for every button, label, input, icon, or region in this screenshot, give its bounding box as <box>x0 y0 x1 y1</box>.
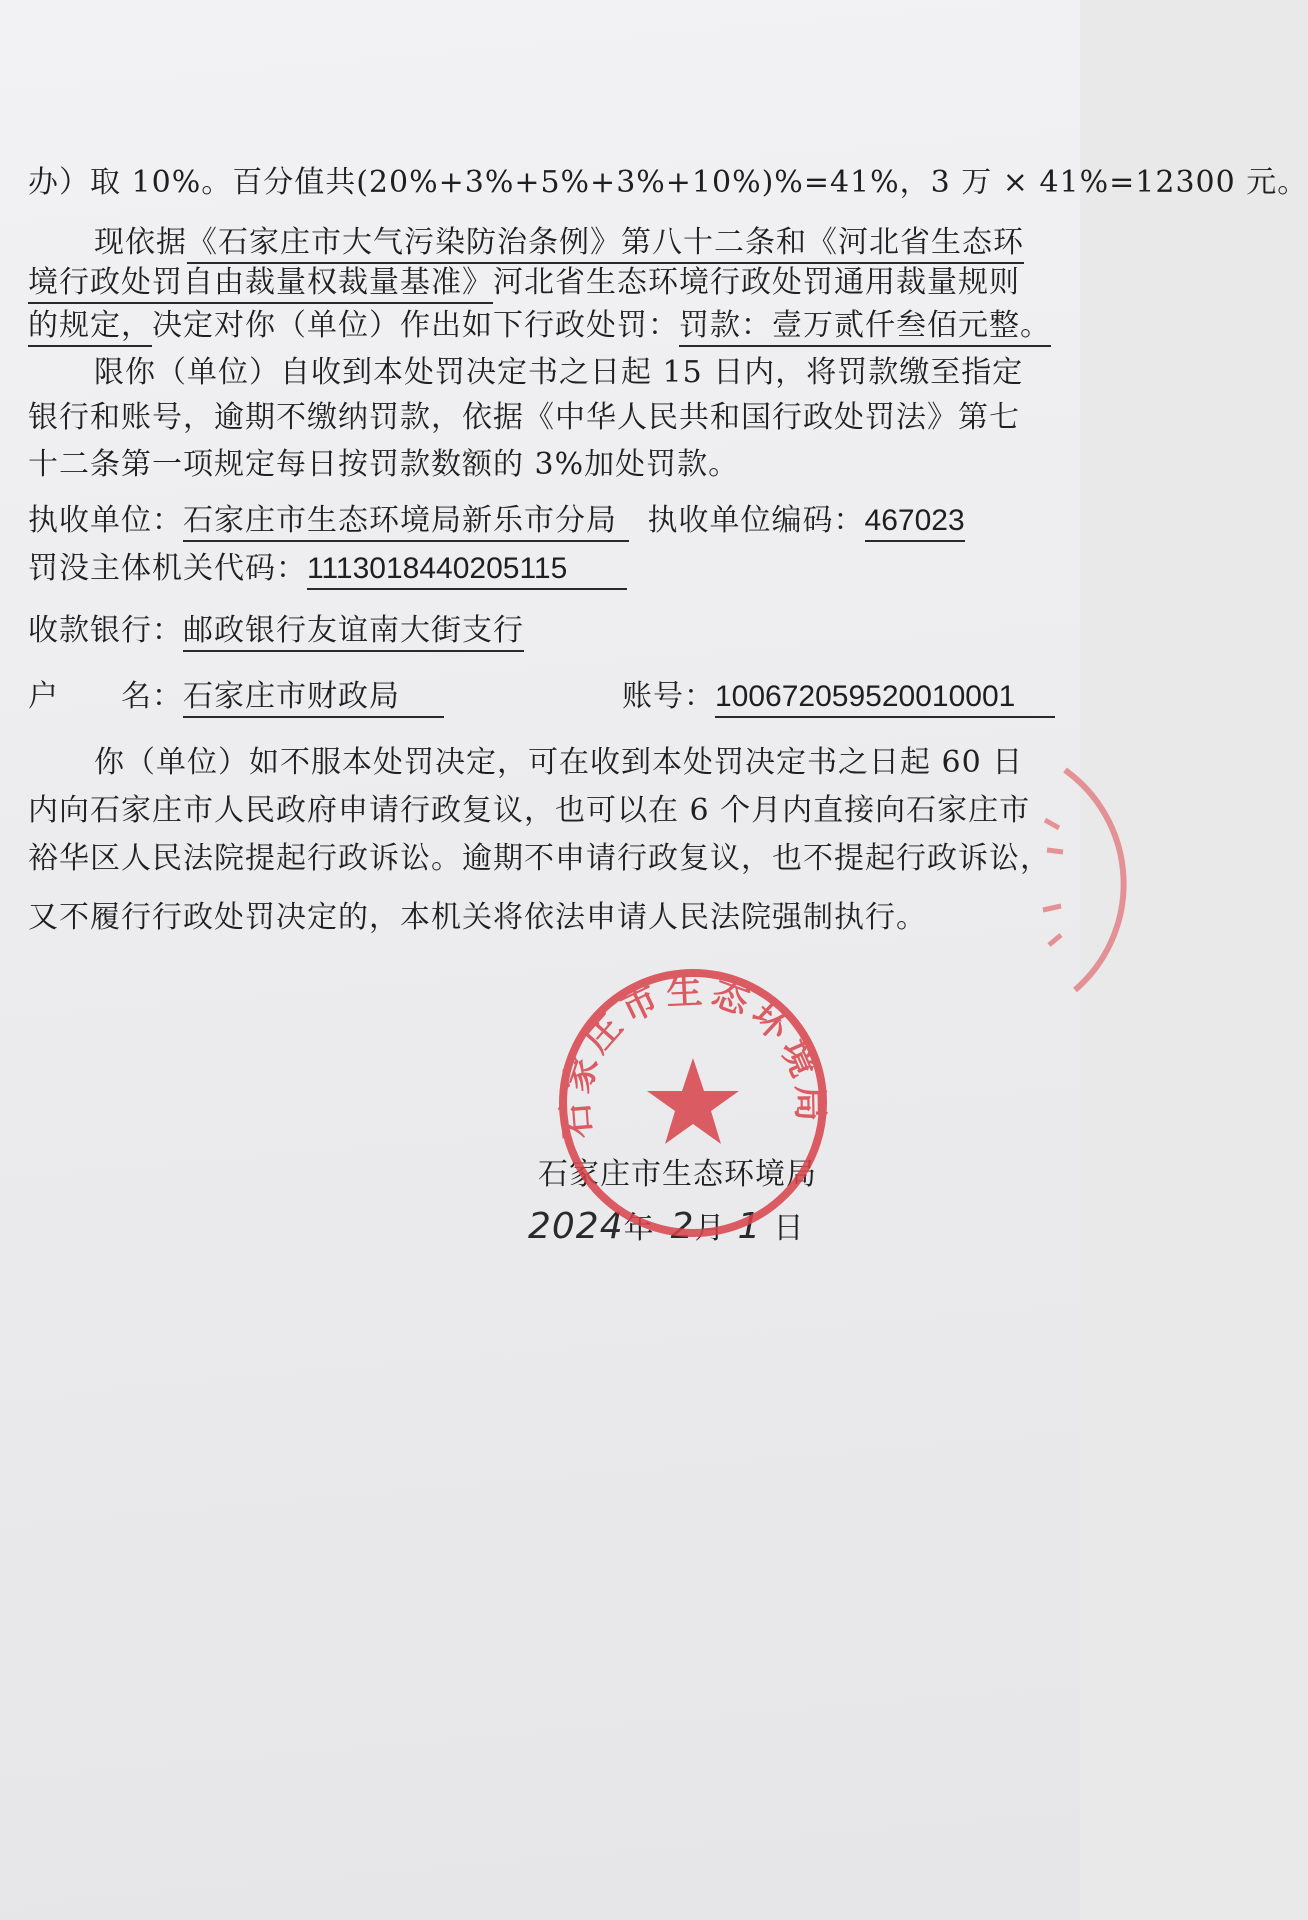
text-line-appeal-1 <box>94 742 1023 784</box>
date-month-char: 月 <box>694 1211 726 1246</box>
issuer-name: 石家庄市生态环境局 <box>538 1157 817 1192</box>
text-line-calculation <box>28 162 1308 204</box>
basis-prefix: 现依据 <box>94 225 187 260</box>
date-year-char: 年 <box>623 1211 655 1246</box>
fine-amount-underlined: 罚款：壹万贰仟叁佰元整。 <box>679 307 1051 347</box>
seal-text-path: 石家庄市生态环境局 <box>554 970 831 1141</box>
collector-row <box>28 500 965 542</box>
collector-value: 石家庄市生态环境局新乐市分局 <box>183 502 629 542</box>
text-line-appeal-2 <box>28 790 1030 832</box>
text-line-decision <box>28 305 1051 347</box>
official-seal <box>553 963 833 1243</box>
appeal-text-2: 内向石家庄市人民政府申请行政复议，也可以在 6 个月内直接向石家庄市 <box>28 793 1031 828</box>
appeal-text-4: 又不履行行政处罚决定的，本机关将依法申请人民法院强制执行。 <box>28 900 927 935</box>
collector-code-value: 467023 <box>865 502 965 542</box>
deadline-text-1: 限你（单位）自收到本处罚决定书之日起 15 日内，将罚款缴至指定 <box>94 355 1024 390</box>
text-line-basis-1 <box>94 222 1024 264</box>
date-year: 2024 <box>528 1206 624 1247</box>
account-number-row <box>622 676 1055 718</box>
decision-prefix-underlined: 的规定， <box>28 307 152 347</box>
account-name-value: 石家庄市财政局 <box>183 678 444 718</box>
edge-seal-fragment <box>1025 760 1135 1000</box>
deadline-text-2: 银行和账号，逾期不缴纳罚款，依据《中华人民共和国行政处罚法》第七 <box>28 400 1020 435</box>
text-line-basis-2 <box>28 262 1020 304</box>
seal-star-icon <box>647 1058 739 1144</box>
text-line-appeal-3 <box>28 838 1051 880</box>
appeal-text-1: 你（单位）如不服本处罚决定，可在收到本处罚决定书之日起 60 日 <box>94 745 1024 780</box>
authority-code-label: 罚没主体机关代码： <box>28 551 307 586</box>
text-line-deadline-3 <box>28 444 739 486</box>
appeal-text-3: 裕华区人民法院提起行政诉讼。逾期不申请行政复议，也不提起行政诉讼， <box>28 841 1051 876</box>
bank-value: 邮政银行友谊南大街支行 <box>183 612 524 652</box>
collector-label: 执收单位： <box>28 503 183 538</box>
account-number-label: 账号： <box>622 679 715 714</box>
bank-label: 收款银行： <box>28 613 183 648</box>
bank-row <box>28 610 524 652</box>
basis-standard-underlined: 境行政处罚自由裁量权裁量基准》 <box>28 264 493 304</box>
authority-code-row <box>28 548 627 590</box>
decision-text: 决定对你（单位）作出如下行政处罚： <box>152 308 679 343</box>
account-name-label: 户 名： <box>28 679 183 714</box>
account-number-value: 100672059520010001 <box>715 678 1055 718</box>
text-line-appeal-4 <box>28 897 927 939</box>
text-line-deadline-1 <box>94 352 1023 394</box>
basis-law-underlined: 《石家庄市大气污染防治条例》第八十二条和《河北省生态环 <box>187 224 1024 264</box>
text-line-deadline-2 <box>28 397 1020 439</box>
date-day-char: 日 <box>773 1211 805 1246</box>
date-month: 2 <box>670 1206 695 1247</box>
calculation-text: 办）取 10%。百分值共(20%+3%+5%+3%+10%)%=41%，3 万 × 41%=12300 元。 <box>28 165 1308 200</box>
deadline-text-3: 十二条第一项规定每日按罚款数额的 3%加处罚款。 <box>28 447 740 482</box>
basis-rules-text: 河北省生态环境行政处罚通用裁量规则 <box>493 265 1020 300</box>
date-day: 1 <box>737 1206 762 1247</box>
authority-code-value: 1113018440205115 <box>307 550 627 590</box>
collector-code-label: 执收单位编码： <box>647 503 865 538</box>
account-row <box>28 676 444 718</box>
